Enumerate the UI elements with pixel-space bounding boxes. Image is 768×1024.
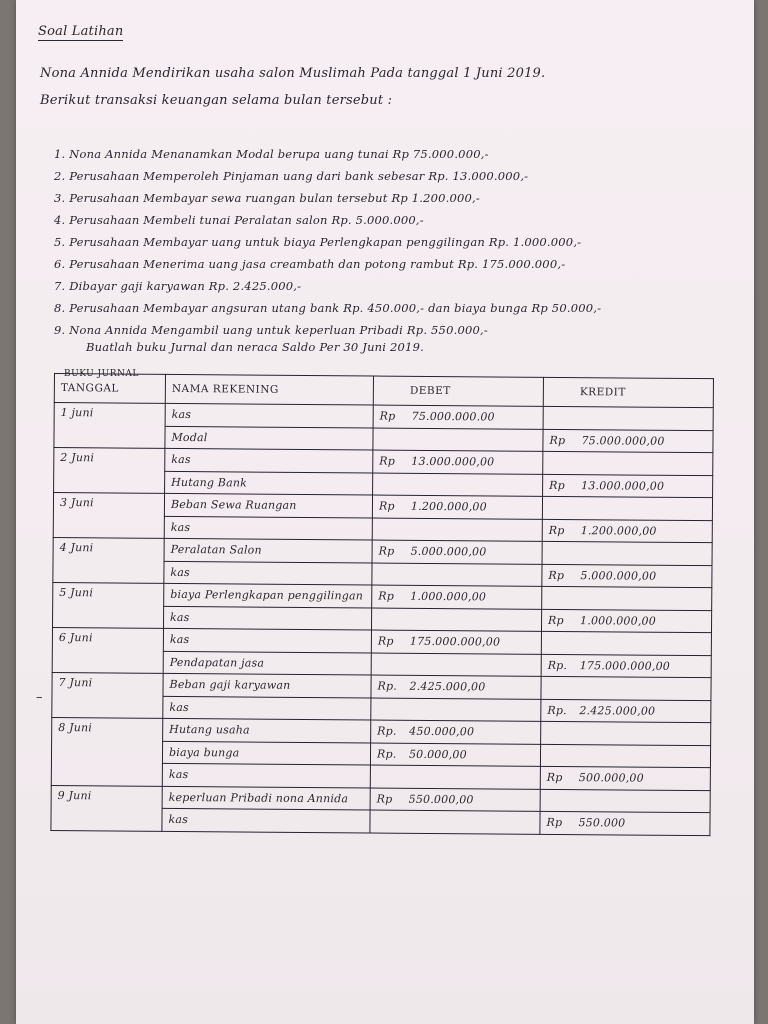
table-row [52,717,711,745]
debit-amount: 175.000.000,00 [409,635,501,649]
table-row [54,403,713,431]
credit-currency: Rp [549,478,565,492]
credit-currency: Rp [548,568,565,582]
account-name: Hutang usaha [163,718,371,742]
page-title: Soal Latihan [38,24,124,39]
credit-amount: 1.200.000,00 [580,523,657,538]
credit-cell [541,609,711,633]
column-header-account: NAMA REKENING [165,374,373,405]
intro-line-1: Nona Annida Mendirikan usaha salon Muslimah Pada tanggal 1 Juni 2019. [40,66,546,81]
credit-amount: 2.425.000,00 [579,703,656,718]
debit-cell [373,450,543,474]
transaction-item: 1. Nona Annida Menanamkan Modal berupa uang tunai Rp 75.000.000,- [54,147,489,161]
credit-amount: 500.000,00 [578,771,644,785]
credit-cell [540,766,710,790]
transaction-item: 6. Perusahaan Menerima uang jasa creambath dan potong rambut Rp. 175.000.000,- [54,257,566,271]
debit-cell [372,585,542,609]
account-name: kas [164,516,372,540]
column-header-credit: KREDIT [543,377,713,407]
debit-currency: Rp [378,544,395,558]
debit-amount: 1.000.000,00 [410,590,487,604]
table-row [51,785,710,813]
credit-cell [540,744,710,768]
account-name: Beban Sewa Ruangan [164,493,372,517]
entry-date: 2 Juni [54,448,165,494]
credit-currency: Rp [548,523,565,537]
credit-cell [543,429,713,453]
paper-sheet [16,0,754,1024]
credit-currency: Rp [546,816,563,830]
credit-currency: Rp [548,613,564,627]
debit-cell [370,765,540,789]
instruction-text: Buatlah buku Jurnal dan neraca Saldo Per 30 Juni 2019. [86,340,424,354]
debit-cell [371,697,541,721]
credit-currency: Rp. [547,658,568,672]
credit-amount: 5.000.000,00 [580,568,657,583]
table-row [53,493,712,521]
table-caption: BUKU JURNAL [64,369,139,379]
account-name: Modal [165,426,373,450]
debit-cell [373,473,543,497]
entry-date: 5 Juni [53,582,164,628]
credit-cell [540,811,710,835]
debit-currency: Rp. [377,724,397,738]
entry-date: 8 Juni [51,717,163,785]
debit-amount: 75.000.000.00 [411,410,495,424]
credit-cell [541,654,711,678]
entry-date: 3 Juni [53,493,164,539]
account-name: Pendapatan jasa [163,651,371,675]
credit-cell [542,519,712,543]
credit-currency: Rp [546,771,563,785]
credit-cell [542,586,712,610]
debit-cell [373,405,543,429]
debit-cell [371,630,541,654]
debit-cell [372,540,542,564]
debit-currency: Rp [377,634,394,648]
credit-cell [541,631,711,655]
credit-cell [541,699,711,723]
debit-currency: Rp [379,409,396,423]
account-name: kas [162,763,370,787]
credit-cell [543,451,713,475]
credit-amount: 13.000.000,00 [581,478,665,493]
table-row [53,537,712,565]
debit-currency: Rp [378,589,395,603]
credit-cell [540,789,710,813]
journal-table [50,373,714,836]
transaction-item: 4. Perusahaan Membeli tunai Peralatan salon Rp. 5.000.000,- [54,213,424,227]
account-name: kas [163,606,371,630]
debit-amount: 2.425.000,00 [409,680,486,694]
credit-amount: 175.000.000,00 [579,658,671,673]
table-row [54,448,713,476]
debit-cell [372,563,542,587]
account-name: Hutang Bank [165,471,373,495]
debit-cell [371,675,541,699]
transaction-list [54,143,734,341]
credit-amount: 1.000.000,00 [580,613,657,628]
transaction-item: 5. Perusahaan Membayar uang untuk biaya Perlengkapan penggilingan Rp. 1.000.000,- [54,235,582,249]
account-name: biaya bunga [162,741,370,765]
intro-line-2: Berikut transaksi keuangan selama bulan tersebut : [40,93,393,108]
column-header-date: TANGGAL [54,374,165,404]
account-name: kas [165,448,373,472]
transaction-item: 7. Dibayar gaji karyawan Rp. 2.425.000,- [54,279,302,293]
account-name: Peralatan Salon [164,538,372,562]
debit-cell [370,787,540,811]
debit-cell [370,742,540,766]
table-row [52,672,711,700]
column-header-debit: DEBET [373,376,543,406]
debit-amount: 50.000,00 [408,747,467,762]
credit-cell [541,721,711,745]
credit-cell [542,496,712,520]
debit-amount: 1.200.000,00 [410,500,487,514]
table-row [53,582,712,610]
debit-cell [372,495,542,519]
entry-date: 4 Juni [53,537,164,583]
credit-cell [542,564,712,588]
debit-currency: Rp [378,499,395,513]
debit-currency: Rp. [376,747,397,761]
debit-cell [372,518,542,542]
debit-cell [370,810,540,834]
credit-cell [541,676,711,700]
table-row [52,627,711,655]
account-name: kas [162,808,370,832]
debit-cell [371,608,541,632]
debit-cell [371,653,541,677]
credit-amount: 75.000.000,00 [581,433,665,448]
account-name: biaya Perlengkapan penggilingan [164,583,372,607]
debit-currency: Rp [376,792,393,806]
transaction-item: 8. Perusahaan Membayar angsuran utang bank Rp. 450.000,- dan biaya bunga Rp 50.000,- [54,301,602,315]
credit-cell [542,541,712,565]
entry-date: 9 Juni [51,785,162,831]
account-name: Beban gaji karyawan [163,673,371,697]
debit-amount: 550.000,00 [408,792,474,807]
margin-mark: – [36,690,43,705]
credit-amount: 550.000 [578,816,626,830]
credit-cell [543,406,713,430]
credit-currency: Rp [549,433,566,447]
transaction-item: 9. Nona Annida Mengambil uang untuk keperluan Pribadi Rp. 550.000,- [54,323,488,337]
debit-amount: 450.000,00 [409,725,475,739]
credit-cell [543,474,713,498]
entry-date: 7 Juni [52,672,163,718]
debit-currency: Rp. [377,679,398,693]
transaction-item: 3. Perusahaan Membayar sewa ruangan bulan tersebut Rp 1.200.000,- [54,191,481,205]
debit-cell [371,720,541,744]
account-name: kas [163,696,371,720]
debit-amount: 13.000.000,00 [411,455,495,469]
journal-body [51,403,713,836]
entry-date: 1 juni [54,403,165,449]
account-name: kas [163,628,371,652]
debit-cell [373,428,543,452]
account-name: kas [164,561,372,585]
account-name: keperluan Pribadi nona Annida [162,786,370,810]
entry-date: 6 Juni [52,627,163,673]
credit-currency: Rp. [547,703,567,717]
transaction-item: 2. Perusahaan Memperoleh Pinjaman uang dari bank sebesar Rp. 13.000.000,- [54,169,529,183]
account-name: kas [165,403,373,427]
debit-amount: 5.000.000,00 [410,545,487,559]
debit-currency: Rp [379,454,396,468]
